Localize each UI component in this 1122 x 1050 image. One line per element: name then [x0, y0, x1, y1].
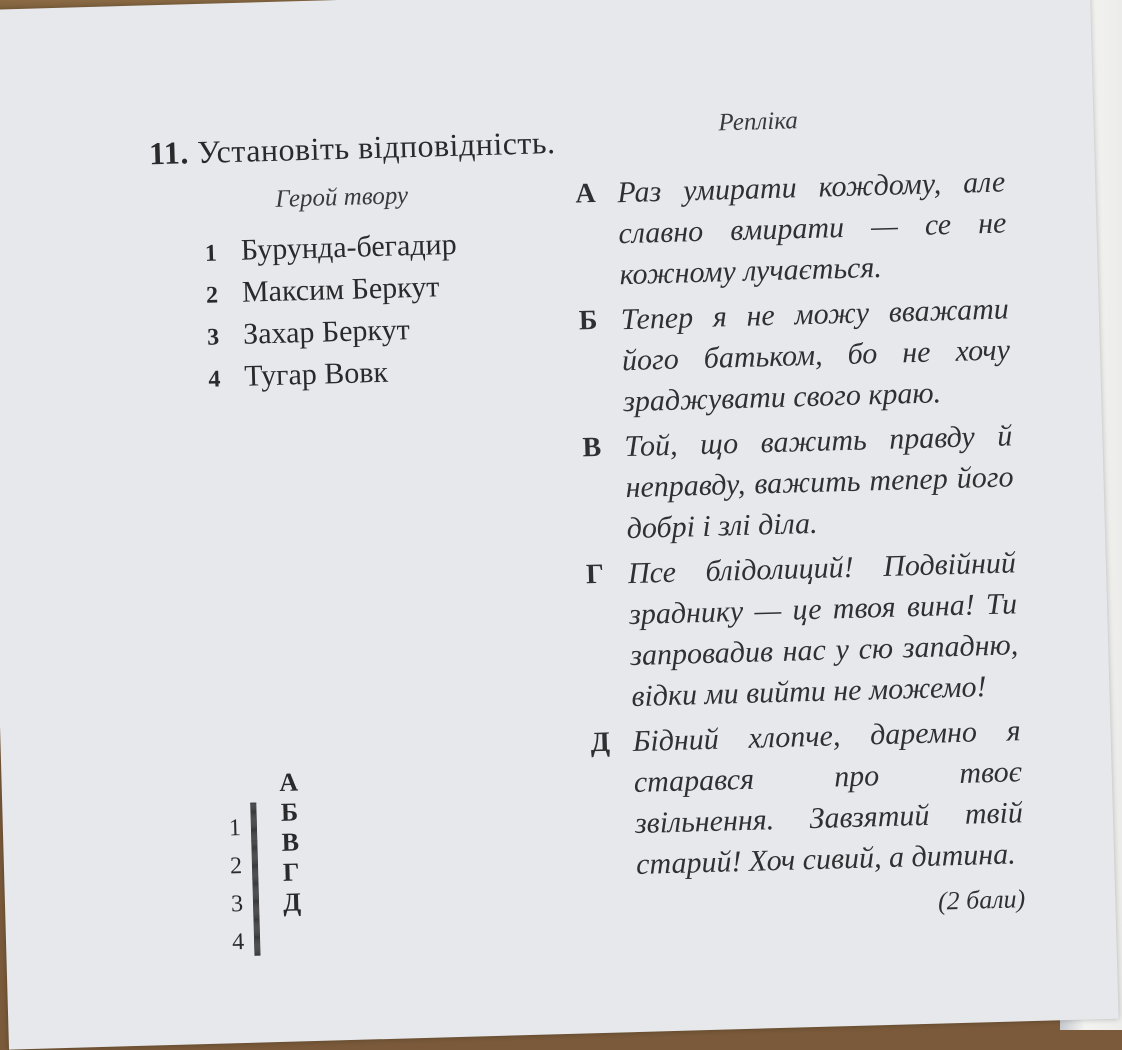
- grid-column-label: А: [278, 767, 299, 797]
- replica-item: [575, 161, 1008, 296]
- grid-row: [254, 917, 260, 955]
- grid-row-label: 4: [231, 928, 245, 956]
- score-label: (2 бали): [937, 884, 1026, 916]
- grid-column-label: Д: [282, 887, 302, 917]
- replica-letter: Б: [578, 304, 598, 337]
- replica-text: Той, що важить правду й неправду, важить тепер його добрі і злі діла.: [623, 419, 1014, 546]
- answer-cell[interactable]: [255, 803, 257, 841]
- hero-item: [205, 267, 458, 316]
- replica-letter: Г: [585, 558, 605, 591]
- hero-number: 1: [204, 240, 218, 267]
- grid-row: [253, 879, 259, 917]
- replica-list: [575, 161, 1026, 931]
- grid-column-headers: [269, 767, 311, 918]
- grid-column-label: Б: [280, 797, 299, 827]
- grid-row-labels: [228, 809, 244, 961]
- task-title: [149, 124, 556, 172]
- hero-number: 3: [206, 324, 220, 351]
- grid-column-label: В: [281, 827, 300, 857]
- grid-row-label: 1: [228, 815, 242, 842]
- replica-item: [585, 542, 1019, 718]
- task-number: 11.: [148, 134, 190, 172]
- replica-item: [590, 710, 1024, 886]
- replicas-heading: Репліка: [718, 107, 799, 137]
- hero-name: Максим Беркут: [241, 270, 440, 309]
- replica-item: [582, 415, 1015, 550]
- hero-number: 4: [208, 366, 221, 393]
- replica-item: [578, 288, 1011, 423]
- replica-text: Бідний хлопче, даремно я старався про твоє звільнення. Завзятий твій старий! Хоч сивий, а дитина.: [632, 714, 1024, 882]
- grid-table: [250, 803, 260, 956]
- hero-name: Бурунда-бегадир: [240, 227, 458, 267]
- answer-cell[interactable]: [257, 879, 259, 917]
- replica-text: Тепер я не можу вважати його батьком, бо не хочу зраджувати свого краю.: [620, 292, 1011, 419]
- answer-cell[interactable]: [258, 917, 260, 955]
- replica-letter: В: [582, 431, 602, 464]
- hero-item: [208, 351, 461, 400]
- grid-row: [251, 803, 257, 841]
- task-instruction: Установіть відповідність.: [196, 123, 556, 170]
- answer-cell[interactable]: [256, 841, 258, 879]
- hero-name: Захар Беркут: [242, 313, 411, 351]
- grid-column-label: Г: [282, 857, 300, 887]
- hero-number: 2: [205, 282, 219, 309]
- hero-name: Тугар Вовк: [243, 355, 389, 393]
- grid-row: [252, 841, 258, 879]
- replica-letter: А: [574, 177, 597, 210]
- hero-item: [207, 309, 460, 358]
- replica-letter: Д: [590, 726, 611, 759]
- hero-item: [204, 225, 457, 274]
- heroes-heading: Герой твору: [275, 182, 409, 213]
- replica-text: Псе блідолиций! Подвійний зраднику — це твоя вина! Ти запровадив нас у сю западню, відки ми вийти не можемо!: [627, 546, 1019, 714]
- hero-list: [204, 225, 460, 400]
- grid-row-label: 3: [230, 891, 244, 918]
- grid-row-label: 2: [229, 853, 243, 880]
- replica-text: Раз умирати кождому, але славно вмирати — се не кожному лучається.: [616, 165, 1007, 292]
